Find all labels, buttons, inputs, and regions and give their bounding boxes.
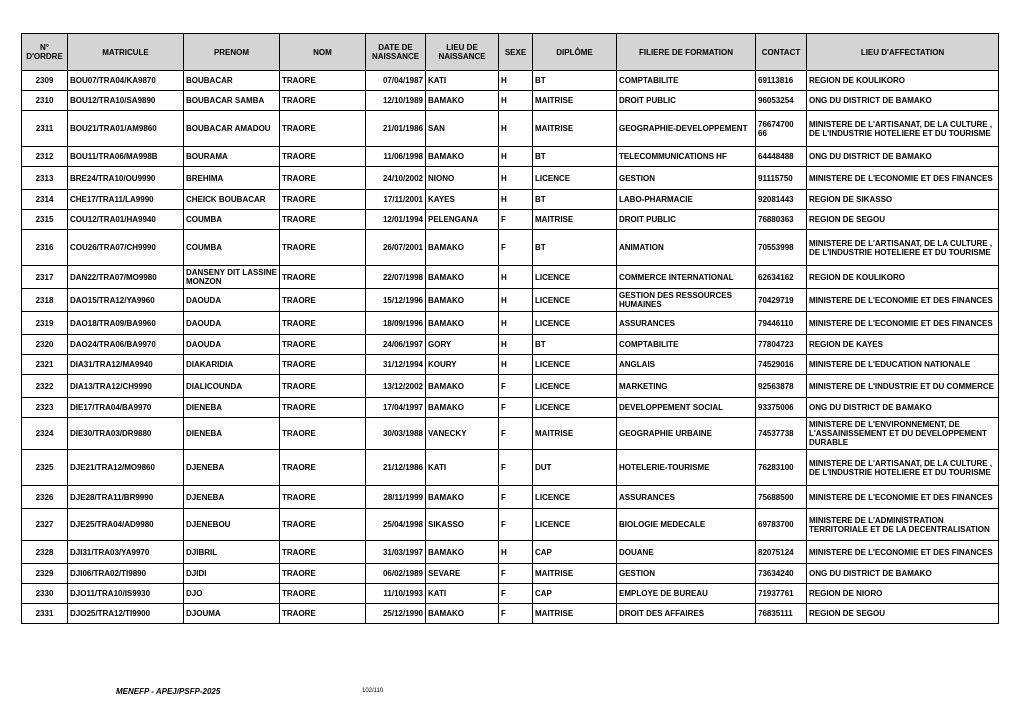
cell-ordre: 2309 xyxy=(22,71,68,91)
cell-ordre: 2313 xyxy=(22,167,68,190)
cell-date-naissance: 24/10/2002 xyxy=(366,167,426,190)
cell-affectation: MINISTERE DE L'INDUSTRIE ET DU COMMERCE xyxy=(807,375,999,398)
cell-date-naissance: 25/12/1990 xyxy=(366,604,426,624)
cell-filiere: ANGLAIS xyxy=(617,355,756,375)
cell-matricule: DJO11/TRA10/IS9930 xyxy=(68,584,184,604)
cell-matricule: BOU21/TRA01/AM9860 xyxy=(68,111,184,147)
cell-nom: TRAORE xyxy=(280,584,366,604)
cell-nom: TRAORE xyxy=(280,418,366,450)
cell-matricule: COU26/TRA07/CH9990 xyxy=(68,230,184,266)
cell-matricule: DJE25/TRA04/AD9980 xyxy=(68,509,184,541)
cell-contact: 71937761 xyxy=(756,584,807,604)
cell-filiere: GESTION DES RESSOURCES HUMAINES xyxy=(617,289,756,312)
cell-sexe: H xyxy=(499,190,533,210)
col-header-lieu-naissance: LIEU DE NAISSANCE xyxy=(426,34,499,71)
cell-lieu-naissance: BAMAKO xyxy=(426,541,499,564)
cell-nom: TRAORE xyxy=(280,91,366,111)
cell-date-naissance: 25/04/1998 xyxy=(366,509,426,541)
cell-contact: 93375006 xyxy=(756,398,807,418)
cell-nom: TRAORE xyxy=(280,564,366,584)
cell-contact: 92563878 xyxy=(756,375,807,398)
cell-filiere: DOUANE xyxy=(617,541,756,564)
cell-contact: 75688500 xyxy=(756,486,807,509)
cell-ordre: 2328 xyxy=(22,541,68,564)
cell-ordre: 2324 xyxy=(22,418,68,450)
cell-contact: 62634162 xyxy=(756,266,807,289)
cell-lieu-naissance: BAMAKO xyxy=(426,230,499,266)
cell-contact: 69113816 xyxy=(756,71,807,91)
cell-affectation: MINISTERE DE L'ARTISANAT, DE LA CULTURE , DE L'INDUSTRIE HOTELIERE ET DU TOURISME xyxy=(807,111,999,147)
cell-diplome: LICENCE xyxy=(533,289,617,312)
cell-filiere: DROIT DES AFFAIRES xyxy=(617,604,756,624)
cell-prenom: DJO xyxy=(184,584,280,604)
cell-prenom: BOUBACAR SAMBA xyxy=(184,91,280,111)
cell-lieu-naissance: KAYES xyxy=(426,190,499,210)
cell-sexe: F xyxy=(499,450,533,486)
cell-affectation: REGION DE SIKASSO xyxy=(807,190,999,210)
cell-ordre: 2319 xyxy=(22,312,68,335)
cell-nom: TRAORE xyxy=(280,509,366,541)
cell-matricule: COU12/TRA01/HA9940 xyxy=(68,210,184,230)
col-header-date-naissance: DATE DE NAISSANCE xyxy=(366,34,426,71)
cell-diplome: MAITRISE xyxy=(533,210,617,230)
table-row xyxy=(22,584,999,604)
cell-matricule: DIA13/TRA12/CH9990 xyxy=(68,375,184,398)
cell-diplome: MAITRISE xyxy=(533,564,617,584)
cell-lieu-naissance: SAN xyxy=(426,111,499,147)
cell-affectation: ONG DU DISTRICT DE BAMAKO xyxy=(807,398,999,418)
cell-matricule: DAO24/TRA06/BA9970 xyxy=(68,335,184,355)
cell-lieu-naissance: VANECKY xyxy=(426,418,499,450)
cell-filiere: ASSURANCES xyxy=(617,312,756,335)
cell-ordre: 2320 xyxy=(22,335,68,355)
cell-diplome: LICENCE xyxy=(533,375,617,398)
cell-nom: TRAORE xyxy=(280,266,366,289)
cell-contact: 70553998 xyxy=(756,230,807,266)
cell-prenom: DIALICOUNDA xyxy=(184,375,280,398)
cell-lieu-naissance: KATI xyxy=(426,584,499,604)
cell-ordre: 2323 xyxy=(22,398,68,418)
cell-date-naissance: 12/10/1989 xyxy=(366,91,426,111)
cell-date-naissance: 31/12/1994 xyxy=(366,355,426,375)
cell-affectation: MINISTERE DE L'ENVIRONNEMENT, DE L'ASSAINISSEMENT ET DU DEVELOPPEMENT DURABLE xyxy=(807,418,999,450)
cell-lieu-naissance: BAMAKO xyxy=(426,266,499,289)
cell-sexe: F xyxy=(499,210,533,230)
cell-contact: 77804723 xyxy=(756,335,807,355)
table-row xyxy=(22,375,999,398)
cell-diplome: CAP xyxy=(533,584,617,604)
cell-sexe: F xyxy=(499,604,533,624)
cell-prenom: DJENEBA xyxy=(184,486,280,509)
cell-diplome: LICENCE xyxy=(533,509,617,541)
cell-lieu-naissance: BAMAKO xyxy=(426,289,499,312)
cell-filiere: BIOLOGIE MEDECALE xyxy=(617,509,756,541)
cell-contact: 76674700 66 xyxy=(756,111,807,147)
cell-date-naissance: 18/09/1996 xyxy=(366,312,426,335)
table-row xyxy=(22,71,999,91)
cell-filiere: DROIT PUBLIC xyxy=(617,91,756,111)
col-header-sexe: SEXE xyxy=(499,34,533,71)
cell-diplome: BT xyxy=(533,190,617,210)
cell-diplome: BT xyxy=(533,230,617,266)
cell-nom: TRAORE xyxy=(280,210,366,230)
cell-contact: 70429719 xyxy=(756,289,807,312)
table-row xyxy=(22,312,999,335)
cell-nom: TRAORE xyxy=(280,230,366,266)
col-header-diplome: DIPLÔME xyxy=(533,34,617,71)
cell-date-naissance: 07/04/1987 xyxy=(366,71,426,91)
table-row xyxy=(22,486,999,509)
cell-affectation: MINISTERE DE L'EDUCATION NATIONALE xyxy=(807,355,999,375)
cell-filiere: LABO-PHARMACIE xyxy=(617,190,756,210)
cell-ordre: 2321 xyxy=(22,355,68,375)
cell-affectation: ONG DU DISTRICT DE BAMAKO xyxy=(807,564,999,584)
cell-matricule: DIA31/TRA12/MA9940 xyxy=(68,355,184,375)
cell-lieu-naissance: SIKASSO xyxy=(426,509,499,541)
cell-prenom: DJENEBOU xyxy=(184,509,280,541)
cell-date-naissance: 15/12/1996 xyxy=(366,289,426,312)
cell-ordre: 2322 xyxy=(22,375,68,398)
cell-sexe: H xyxy=(499,91,533,111)
table-row xyxy=(22,230,999,266)
cell-nom: TRAORE xyxy=(280,355,366,375)
cell-matricule: DAO18/TRA09/BA9960 xyxy=(68,312,184,335)
cell-sexe: H xyxy=(499,541,533,564)
cell-matricule: CHE17/TRA11/LA9990 xyxy=(68,190,184,210)
cell-ordre: 2317 xyxy=(22,266,68,289)
cell-sexe: F xyxy=(499,398,533,418)
cell-prenom: BOURAMA xyxy=(184,147,280,167)
cell-prenom: DIENEBA xyxy=(184,398,280,418)
cell-sexe: H xyxy=(499,335,533,355)
cell-lieu-naissance: BAMAKO xyxy=(426,398,499,418)
table-row xyxy=(22,111,999,147)
cell-ordre: 2316 xyxy=(22,230,68,266)
cell-contact: 82075124 xyxy=(756,541,807,564)
cell-ordre: 2312 xyxy=(22,147,68,167)
cell-nom: TRAORE xyxy=(280,111,366,147)
cell-lieu-naissance: BAMAKO xyxy=(426,91,499,111)
cell-contact: 73634240 xyxy=(756,564,807,584)
cell-filiere: ANIMATION xyxy=(617,230,756,266)
cell-matricule: BOU11/TRA06/MA998B xyxy=(68,147,184,167)
cell-date-naissance: 22/07/1998 xyxy=(366,266,426,289)
cell-diplome: BT xyxy=(533,335,617,355)
col-header-prenom: PRENOM xyxy=(184,34,280,71)
cell-filiere: COMPTABILITE xyxy=(617,335,756,355)
cell-prenom: DANSENY DIT LASSINE MONZON xyxy=(184,266,280,289)
cell-ordre: 2310 xyxy=(22,91,68,111)
cell-diplome: LICENCE xyxy=(533,312,617,335)
cell-matricule: BOU07/TRA04/KA9870 xyxy=(68,71,184,91)
cell-date-naissance: 17/04/1997 xyxy=(366,398,426,418)
cell-nom: TRAORE xyxy=(280,167,366,190)
cell-date-naissance: 13/12/2002 xyxy=(366,375,426,398)
cell-affectation: MINISTERE DE L'ARTISANAT, DE LA CULTURE , DE L'INDUSTRIE HOTELIERE ET DU TOURISME xyxy=(807,450,999,486)
table-row xyxy=(22,604,999,624)
cell-ordre: 2329 xyxy=(22,564,68,584)
table-row xyxy=(22,335,999,355)
cell-lieu-naissance: BAMAKO xyxy=(426,486,499,509)
cell-prenom: DJOUMA xyxy=(184,604,280,624)
cell-nom: TRAORE xyxy=(280,71,366,91)
cell-diplome: LICENCE xyxy=(533,398,617,418)
page-number: 102/110 xyxy=(362,688,384,694)
cell-matricule: DIE17/TRA04/BA9970 xyxy=(68,398,184,418)
cell-date-naissance: 30/03/1988 xyxy=(366,418,426,450)
cell-filiere: GEOGRAPHIE-DEVELOPPEMENT xyxy=(617,111,756,147)
cell-contact: 92081443 xyxy=(756,190,807,210)
table-row xyxy=(22,210,999,230)
cell-sexe: H xyxy=(499,355,533,375)
cell-filiere: GESTION xyxy=(617,564,756,584)
table-row xyxy=(22,450,999,486)
cell-affectation: REGION DE KOULIKORO xyxy=(807,266,999,289)
cell-sexe: H xyxy=(499,266,533,289)
cell-diplome: LICENCE xyxy=(533,486,617,509)
cell-date-naissance: 28/11/1999 xyxy=(366,486,426,509)
table-row xyxy=(22,398,999,418)
cell-sexe: H xyxy=(499,147,533,167)
cell-matricule: DAO15/TRA12/YA9960 xyxy=(68,289,184,312)
cell-filiere: COMMERCE INTERNATIONAL xyxy=(617,266,756,289)
cell-affectation: MINISTERE DE L'ADMINISTRATION TERRITORIALE ET DE LA DECENTRALISATION xyxy=(807,509,999,541)
cell-nom: TRAORE xyxy=(280,541,366,564)
cell-lieu-naissance: KATI xyxy=(426,450,499,486)
cell-affectation: MINISTERE DE L'ECONOMIE ET DES FINANCES xyxy=(807,312,999,335)
table-row xyxy=(22,167,999,190)
cell-sexe: F xyxy=(499,230,533,266)
cell-ordre: 2315 xyxy=(22,210,68,230)
cell-prenom: BOUBACAR AMADOU xyxy=(184,111,280,147)
cell-sexe: F xyxy=(499,375,533,398)
cell-nom: TRAORE xyxy=(280,147,366,167)
cell-sexe: F xyxy=(499,584,533,604)
cell-diplome: LICENCE xyxy=(533,266,617,289)
cell-contact: 91115750 xyxy=(756,167,807,190)
cell-filiere: DROIT PUBLIC xyxy=(617,210,756,230)
table-row xyxy=(22,91,999,111)
cell-filiere: DEVELOPPEMENT SOCIAL xyxy=(617,398,756,418)
cell-ordre: 2325 xyxy=(22,450,68,486)
cell-contact: 74529016 xyxy=(756,355,807,375)
cell-nom: TRAORE xyxy=(280,375,366,398)
cell-diplome: LICENCE xyxy=(533,355,617,375)
cell-contact: 74537738 xyxy=(756,418,807,450)
cell-ordre: 2327 xyxy=(22,509,68,541)
cell-contact: 76880363 xyxy=(756,210,807,230)
cell-contact: 64448488 xyxy=(756,147,807,167)
cell-diplome: BT xyxy=(533,71,617,91)
cell-affectation: MINISTERE DE L'ECONOMIE ET DES FINANCES xyxy=(807,541,999,564)
cell-sexe: F xyxy=(499,564,533,584)
cell-diplome: CAP xyxy=(533,541,617,564)
cell-lieu-naissance: PELENGANA xyxy=(426,210,499,230)
cell-prenom: DAOUDA xyxy=(184,289,280,312)
col-header-contact: CONTACT xyxy=(756,34,807,71)
cell-prenom: DJENEBA xyxy=(184,450,280,486)
cell-lieu-naissance: BAMAKO xyxy=(426,375,499,398)
col-header-nom: NOM xyxy=(280,34,366,71)
col-header-matricule: MATRICULE xyxy=(68,34,184,71)
cell-sexe: H xyxy=(499,289,533,312)
cell-prenom: DIENEBA xyxy=(184,418,280,450)
table-row xyxy=(22,541,999,564)
cell-filiere: ASSURANCES xyxy=(617,486,756,509)
cell-nom: TRAORE xyxy=(280,604,366,624)
cell-date-naissance: 31/03/1997 xyxy=(366,541,426,564)
cell-prenom: DAOUDA xyxy=(184,312,280,335)
cell-filiere: GEOGRAPHIE URBAINE xyxy=(617,418,756,450)
cell-lieu-naissance: BAMAKO xyxy=(426,312,499,335)
cell-prenom: DJIBRIL xyxy=(184,541,280,564)
cell-affectation: REGION DE KOULIKORO xyxy=(807,71,999,91)
cell-filiere: TELECOMMUNICATIONS HF xyxy=(617,147,756,167)
cell-prenom: DIAKARIDIA xyxy=(184,355,280,375)
cell-date-naissance: 21/12/1986 xyxy=(366,450,426,486)
cell-matricule: BOU12/TRA10/SA9890 xyxy=(68,91,184,111)
table-row xyxy=(22,418,999,450)
cell-contact: 96053254 xyxy=(756,91,807,111)
cell-matricule: DJI06/TRA02/TI9890 xyxy=(68,564,184,584)
cell-matricule: DIE30/TRA03/DR9880 xyxy=(68,418,184,450)
cell-ordre: 2331 xyxy=(22,604,68,624)
cell-affectation: MINISTERE DE L'ECONOMIE ET DES FINANCES xyxy=(807,486,999,509)
cell-ordre: 2318 xyxy=(22,289,68,312)
cell-prenom: DJIDI xyxy=(184,564,280,584)
cell-diplome: MAITRISE xyxy=(533,111,617,147)
header-row xyxy=(22,34,999,71)
cell-affectation: ONG DU DISTRICT DE BAMAKO xyxy=(807,147,999,167)
cell-affectation: REGION DE SEGOU xyxy=(807,210,999,230)
cell-prenom: COUMBA xyxy=(184,210,280,230)
cell-sexe: F xyxy=(499,418,533,450)
table-row xyxy=(22,147,999,167)
cell-nom: TRAORE xyxy=(280,335,366,355)
cell-date-naissance: 06/02/1989 xyxy=(366,564,426,584)
cell-sexe: H xyxy=(499,111,533,147)
cell-diplome: MAITRISE xyxy=(533,418,617,450)
table-row xyxy=(22,266,999,289)
cell-ordre: 2330 xyxy=(22,584,68,604)
cell-date-naissance: 21/01/1986 xyxy=(366,111,426,147)
cell-sexe: F xyxy=(499,486,533,509)
cell-contact: 76283100 xyxy=(756,450,807,486)
cell-ordre: 2314 xyxy=(22,190,68,210)
cell-prenom: BREHIMA xyxy=(184,167,280,190)
cell-nom: TRAORE xyxy=(280,450,366,486)
cell-nom: TRAORE xyxy=(280,486,366,509)
table-row xyxy=(22,190,999,210)
cell-prenom: DAOUDA xyxy=(184,335,280,355)
cell-sexe: H xyxy=(499,167,533,190)
cell-matricule: DJE28/TRA11/BR9990 xyxy=(68,486,184,509)
cell-lieu-naissance: BAMAKO xyxy=(426,147,499,167)
cell-affectation: MINISTERE DE L'ARTISANAT, DE LA CULTURE , DE L'INDUSTRIE HOTELIERE ET DU TOURISME xyxy=(807,230,999,266)
cell-date-naissance: 11/10/1993 xyxy=(366,584,426,604)
cell-date-naissance: 17/11/2001 xyxy=(366,190,426,210)
cell-lieu-naissance: GORY xyxy=(426,335,499,355)
cell-nom: TRAORE xyxy=(280,289,366,312)
cell-prenom: BOUBACAR xyxy=(184,71,280,91)
cell-sexe: F xyxy=(499,509,533,541)
cell-date-naissance: 26/07/2001 xyxy=(366,230,426,266)
cell-lieu-naissance: BAMAKO xyxy=(426,604,499,624)
cell-date-naissance: 12/01/1994 xyxy=(366,210,426,230)
cell-sexe: H xyxy=(499,71,533,91)
cell-matricule: BRE24/TRA10/OU9990 xyxy=(68,167,184,190)
cell-diplome: DUT xyxy=(533,450,617,486)
cell-diplome: MAITRISE xyxy=(533,604,617,624)
table-row xyxy=(22,289,999,312)
cell-affectation: REGION DE NIORO xyxy=(807,584,999,604)
cell-ordre: 2311 xyxy=(22,111,68,147)
cell-nom: TRAORE xyxy=(280,190,366,210)
cell-diplome: BT xyxy=(533,147,617,167)
table-row xyxy=(22,509,999,541)
cell-date-naissance: 11/06/1998 xyxy=(366,147,426,167)
table-row xyxy=(22,355,999,375)
cell-lieu-naissance: KATI xyxy=(426,71,499,91)
table-row xyxy=(22,564,999,584)
cell-lieu-naissance: NIONO xyxy=(426,167,499,190)
cell-filiere: COMPTABILITE xyxy=(617,71,756,91)
cell-affectation: REGION DE SEGOU xyxy=(807,604,999,624)
cell-lieu-naissance: KOURY xyxy=(426,355,499,375)
cell-contact: 76835111 xyxy=(756,604,807,624)
col-header-filiere: FILIERE DE FORMATION xyxy=(617,34,756,71)
cell-affectation: REGION DE KAYES xyxy=(807,335,999,355)
affectation-table xyxy=(21,33,999,624)
cell-nom: TRAORE xyxy=(280,398,366,418)
cell-affectation: MINISTERE DE L'ECONOMIE ET DES FINANCES xyxy=(807,167,999,190)
cell-matricule: DJI31/TRA03/YA9970 xyxy=(68,541,184,564)
cell-affectation: MINISTERE DE L'ECONOMIE ET DES FINANCES xyxy=(807,289,999,312)
cell-contact: 69783700 xyxy=(756,509,807,541)
cell-date-naissance: 24/06/1997 xyxy=(366,335,426,355)
cell-matricule: DJO25/TRA12/TI9900 xyxy=(68,604,184,624)
cell-matricule: DJE21/TRA12/MO9860 xyxy=(68,450,184,486)
cell-filiere: HOTELERIE-TOURISME xyxy=(617,450,756,486)
cell-filiere: MARKETING xyxy=(617,375,756,398)
cell-lieu-naissance: SEVARE xyxy=(426,564,499,584)
cell-diplome: LICENCE xyxy=(533,167,617,190)
cell-affectation: ONG DU DISTRICT DE BAMAKO xyxy=(807,91,999,111)
cell-prenom: COUMBA xyxy=(184,230,280,266)
cell-prenom: CHEICK BOUBACAR xyxy=(184,190,280,210)
cell-filiere: GESTION xyxy=(617,167,756,190)
cell-diplome: MAITRISE xyxy=(533,91,617,111)
cell-ordre: 2326 xyxy=(22,486,68,509)
footer-reference: MENEFP - APEJ/PSFP-2025 xyxy=(116,687,221,696)
cell-matricule: DAN22/TRA07/MO9980 xyxy=(68,266,184,289)
cell-contact: 79446110 xyxy=(756,312,807,335)
cell-nom: TRAORE xyxy=(280,312,366,335)
col-header-ordre: N° D'ORDRE xyxy=(22,34,68,71)
cell-filiere: EMPLOYE DE BUREAU xyxy=(617,584,756,604)
cell-sexe: H xyxy=(499,312,533,335)
col-header-affectation: LIEU D'AFFECTATION xyxy=(807,34,999,71)
